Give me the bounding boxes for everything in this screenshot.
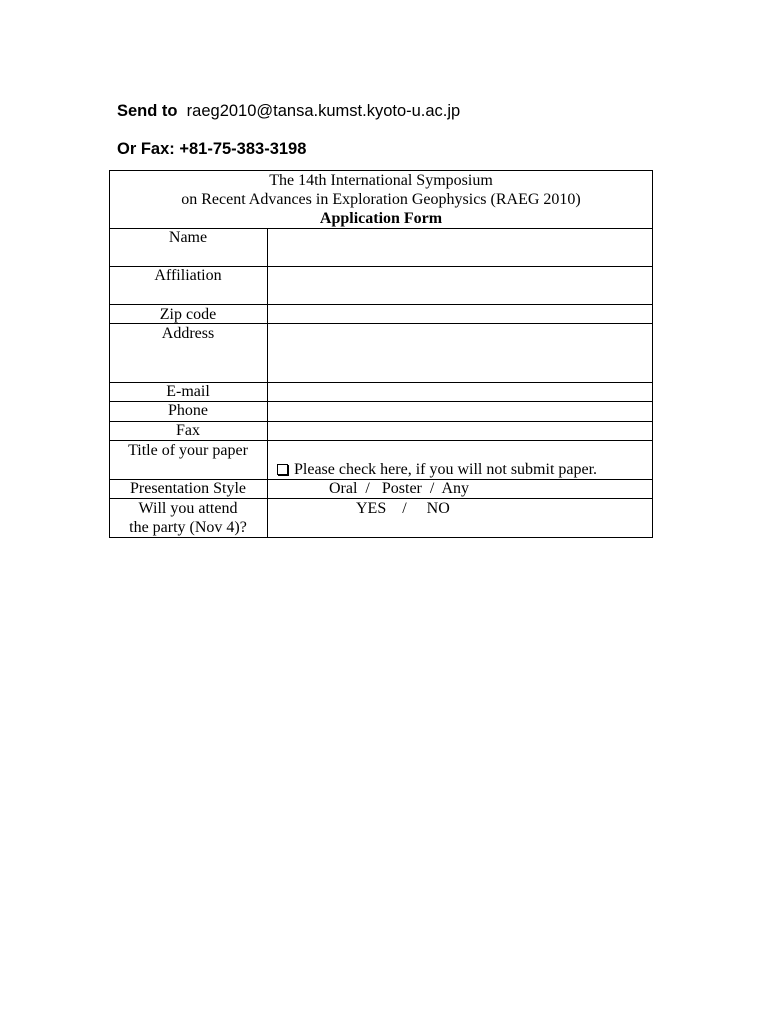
party-attend-label-line1: Will you attend [138,500,238,517]
affiliation-label: Affiliation [154,267,222,284]
presentation-style-field[interactable] [268,479,653,498]
no-paper-checkbox[interactable] [277,464,288,475]
name-label: Name [168,229,208,246]
paper-title-label: Title of your paper [128,442,248,459]
party-attend-label [109,499,267,537]
no-paper-checkbox-label: Please check here, if you will not submit paper. [294,461,598,478]
party-attend-label-line2: the party (Nov 4)? [129,519,247,536]
application-form-table [109,170,653,538]
zip-code-field[interactable] [268,305,653,323]
party-attend-options: YES / NO [356,500,450,517]
symposium-title: The 14th International Symposium [269,172,493,189]
fax-label: Fax [176,422,200,439]
party-attend-field[interactable] [268,499,653,537]
send-to-email: raeg2010@tansa.kumst.kyoto-u.ac.jp [186,102,461,120]
address-field[interactable] [268,324,653,382]
send-to-label: Send to [117,102,178,120]
no-paper-checkbox-row [277,460,597,479]
zip-code-label: Zip code [159,306,217,323]
affiliation-field[interactable] [268,267,653,304]
name-field[interactable] [268,229,653,266]
fax-field[interactable] [268,422,653,440]
border-bottom [109,537,653,538]
phone-label: Phone [168,402,208,419]
fax-line: Or Fax: +81-75-383-3198 [117,140,307,158]
phone-field[interactable] [268,402,653,421]
form-title [109,171,653,228]
address-label: Address [161,325,215,342]
application-form-heading: Application Form [319,210,443,227]
email-label: E-mail [166,383,210,400]
presentation-style-label: Presentation Style [130,480,246,497]
send-to-line [117,102,460,121]
email-field[interactable] [268,383,653,401]
paper-title-field[interactable] [268,441,653,479]
symposium-subtitle: on Recent Advances in Exploration Geophysics (RAEG 2010) [181,191,581,208]
presentation-options: Oral / Poster / Any [329,480,469,497]
